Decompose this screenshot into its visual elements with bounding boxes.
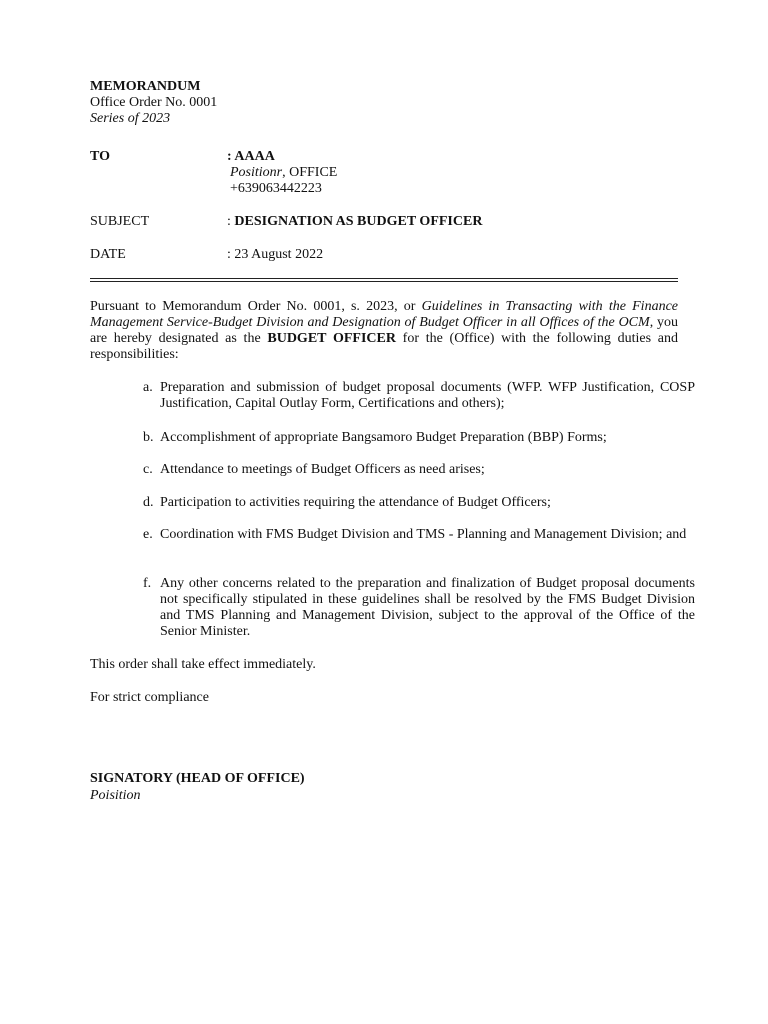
duty-item: [143, 527, 695, 543]
duty-item-label: c.: [143, 462, 153, 477]
duty-item-label: d.: [143, 495, 154, 510]
duty-item-text: Attendance to meetings of Budget Officers as need arises;: [160, 462, 485, 477]
to-recipient-phone: +639063442223: [230, 181, 322, 196]
duty-item: [143, 576, 695, 640]
recipient-office: , OFFICE: [282, 165, 338, 180]
office-order-number: Office Order No. 0001: [90, 95, 218, 110]
duty-item-text: Participation to activities requiring the attendance of Budget Officers;: [160, 495, 551, 510]
intro-guidelines-title: Guidelines in Transacting with the Finance Management Service-Budget Division and Designation of Budget Officer in all Offices of the OCM: [90, 299, 678, 330]
duty-item: [143, 495, 695, 511]
to-recipient-position: [230, 165, 337, 181]
duty-item-text: Accomplishment of appropriate Bangsamoro Budget Preparation (BBP) Forms;: [160, 430, 607, 445]
to-recipient-name: : AAAA: [227, 149, 275, 164]
duty-item-label: f.: [143, 576, 152, 591]
recipient-position-title: Positionr: [230, 165, 283, 180]
intro-text-b: , you are hereby designated as the: [90, 315, 678, 346]
subject-value: [227, 214, 482, 230]
memo-title: MEMORANDUM: [90, 79, 201, 94]
duty-item: [143, 462, 695, 478]
subject-colon: :: [227, 214, 235, 229]
duty-item-text: Any other concerns related to the preparation and finalization of Budget proposal documents not specifically stipulated in these guidelines shall be resolved by the FMS Budget Division and TMS Planning and Management Division, subject to the approval of the Office of the Senior Minister.: [160, 576, 695, 639]
duty-item-label: a.: [143, 380, 153, 395]
effectivity-statement: This order shall take effect immediately.: [90, 657, 316, 672]
duty-item: [143, 380, 695, 412]
memo-header: [90, 79, 217, 127]
duty-item-label: e.: [143, 527, 153, 542]
intro-paragraph: [90, 299, 678, 363]
subject-label: SUBJECT: [90, 214, 150, 229]
signatory-position: Poisition: [90, 788, 141, 803]
subject-text: DESIGNATION AS BUDGET OFFICER: [234, 214, 483, 229]
duty-item-text: Preparation and submission of budget proposal documents (WFP. WFP Justification, COSP Justification, Capital Outlay Form, Certifications and others);: [160, 380, 695, 411]
series-year: Series of 2023: [90, 111, 171, 126]
duty-item-label: b.: [143, 430, 154, 445]
intro-designation: BUDGET OFFICER: [267, 331, 396, 346]
intro-text-a: Pursuant to Memorandum Order No. 0001, s. 2023, or: [90, 299, 422, 314]
compliance-statement: For strict compliance: [90, 690, 209, 705]
header-divider: [90, 278, 678, 282]
date-value: : 23 August 2022: [227, 247, 324, 262]
duty-item: [143, 430, 695, 446]
to-label: TO: [90, 149, 110, 164]
date-label: DATE: [90, 247, 126, 262]
signatory-name: SIGNATORY (HEAD OF OFFICE): [90, 771, 305, 786]
intro-text-c: for the (Office) with the following duties and responsibilities:: [90, 331, 678, 362]
duty-item-text: Coordination with FMS Budget Division and TMS - Planning and Management Division; and: [160, 527, 687, 542]
